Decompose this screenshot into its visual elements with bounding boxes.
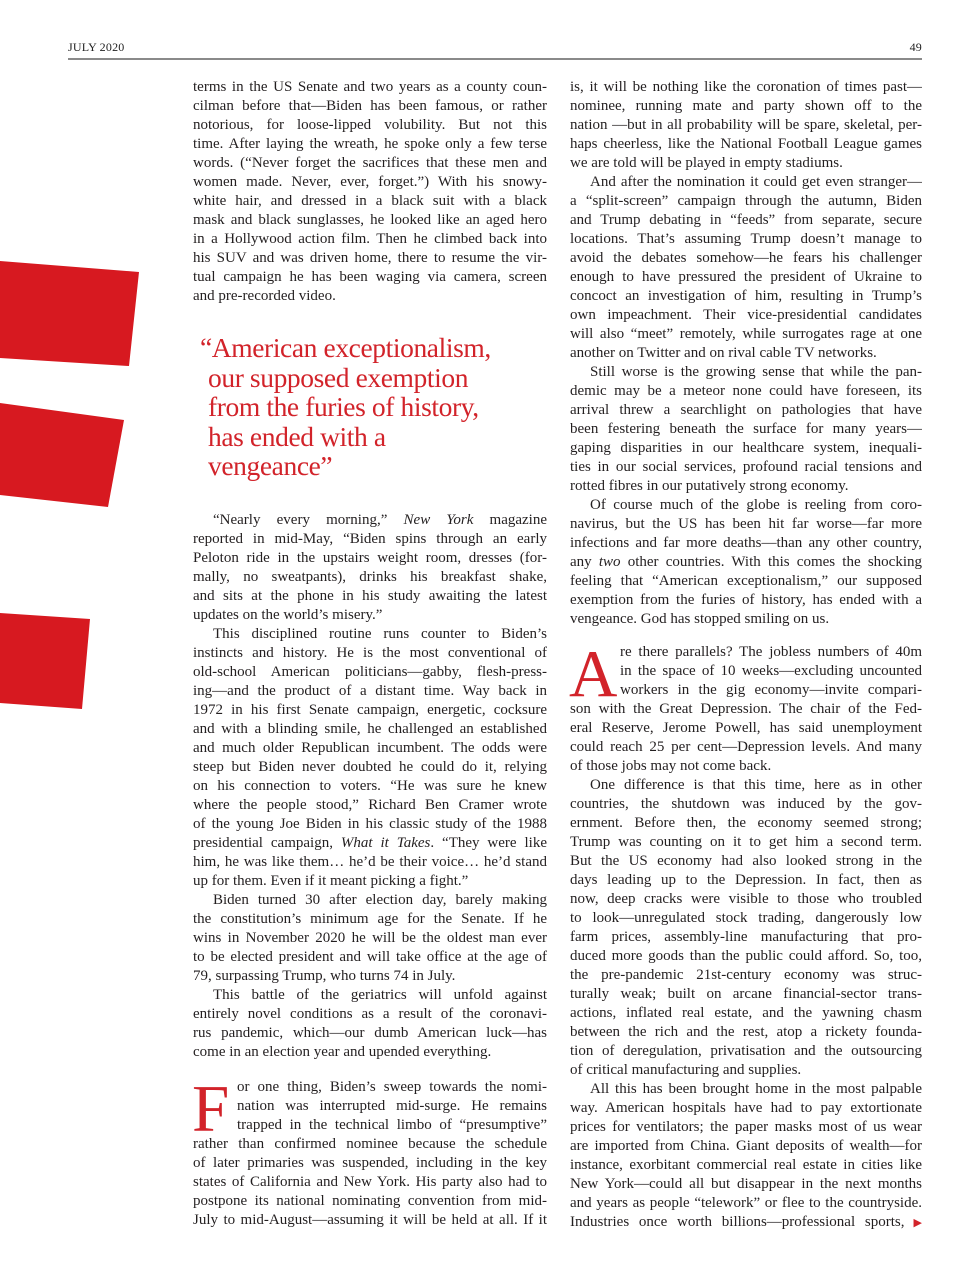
text-line bbox=[570, 1118, 922, 1137]
article-column-left-bottom bbox=[192, 1072, 547, 1230]
text-line bbox=[193, 986, 547, 1005]
text-span: own impeachment. Their vice-presidential candidates bbox=[570, 307, 922, 323]
text-span: locations. That’s assuming Trump doesn’t manage to bbox=[570, 231, 922, 247]
text-line bbox=[193, 1005, 547, 1024]
drop-cap: A bbox=[569, 637, 618, 711]
text-line bbox=[193, 154, 547, 173]
text-line bbox=[570, 154, 922, 173]
text-span: mask and black sunglasses, he looked like an aged hero bbox=[193, 212, 547, 228]
pull-quote bbox=[200, 333, 491, 481]
text-span: This disciplined routine runs counter to Biden’s bbox=[213, 626, 547, 642]
text-line bbox=[570, 268, 922, 287]
text-line bbox=[193, 587, 547, 606]
text-line bbox=[193, 1043, 547, 1062]
issue-date: JULY 2020 bbox=[68, 40, 125, 54]
text-line bbox=[193, 568, 547, 587]
text-line bbox=[570, 852, 922, 871]
text-line bbox=[570, 1042, 922, 1061]
text-line bbox=[193, 739, 547, 758]
text-span: tion of deregulation, privatisation and the outsourcing bbox=[570, 1043, 922, 1059]
text-span: All this has been brought home in the most palpable bbox=[590, 1081, 922, 1097]
text-line bbox=[570, 928, 922, 947]
text-span: 1972 in his first Senate campaign, energetic, cocksure bbox=[193, 702, 547, 718]
text-span: we are told will be played in empty stadiums. bbox=[570, 155, 843, 171]
text-line bbox=[570, 173, 922, 192]
article-column-right-bottom bbox=[569, 637, 922, 1232]
text-line bbox=[193, 815, 547, 834]
text-line bbox=[193, 211, 547, 230]
text-span: haps cheerless, like the National Football League games bbox=[570, 136, 922, 152]
text-line bbox=[570, 1137, 922, 1156]
text-span: entirely novel conditions as a result of the coronavi- bbox=[193, 1006, 547, 1022]
text-span: where the people stood,” Richard Ben Cramer wrote bbox=[193, 797, 547, 813]
text-span: Peloton ride in the upstairs weight room, dresses (for- bbox=[193, 550, 547, 566]
text-span: And after the nomination it could get even stranger— bbox=[590, 174, 922, 190]
text-span: the pre-pandemic 21st-century economy was struc- bbox=[570, 967, 922, 983]
text-line bbox=[570, 230, 922, 249]
text-span: will also “meet” remotely, while surrogates rage at one bbox=[570, 326, 922, 342]
text-span: any bbox=[570, 554, 599, 570]
text-span: or one thing, Biden’s sweep towards the nomi- bbox=[237, 1079, 547, 1095]
text-line bbox=[570, 681, 922, 700]
paragraph bbox=[570, 496, 922, 629]
text-line bbox=[193, 853, 547, 872]
text-span: up for them. Even if it meant picking a fight.” bbox=[193, 873, 469, 889]
text-line bbox=[193, 78, 547, 97]
text-span: steep but Biden never doubted he could do it, relying bbox=[193, 759, 547, 775]
text-span: magazine bbox=[473, 512, 547, 528]
text-span: time. After laying the wreath, he spoke only a few terse bbox=[193, 136, 547, 152]
text-line bbox=[570, 738, 922, 757]
text-line bbox=[193, 173, 547, 192]
text-line bbox=[570, 439, 922, 458]
text-span: instincts and history. He is the most conventional of bbox=[193, 645, 547, 661]
text-line bbox=[570, 890, 922, 909]
text-line bbox=[570, 78, 922, 97]
text-line bbox=[570, 966, 922, 985]
text-span: white hair, and dressed in a black suit with a black bbox=[193, 193, 547, 209]
text-line bbox=[193, 720, 547, 739]
text-span: Trump was counting on it to get him a second term. bbox=[570, 834, 922, 850]
text-line bbox=[193, 268, 547, 287]
text-line bbox=[570, 458, 922, 477]
text-span: vengeance. God has stopped smiling on us. bbox=[570, 611, 830, 627]
text-span: to be elected president and will take office at the age of bbox=[193, 949, 547, 965]
text-line bbox=[570, 97, 922, 116]
text-line bbox=[570, 287, 922, 306]
text-span: other countries. With this comes the shocking bbox=[620, 554, 922, 570]
text-line bbox=[570, 1099, 922, 1118]
text-line bbox=[193, 97, 547, 116]
text-line bbox=[570, 909, 922, 928]
text-line bbox=[193, 796, 547, 815]
text-span: women made. Never, ever, forget.”) With his snowy- bbox=[193, 174, 547, 190]
text-span: duced more goods than the public could afford. So, too, bbox=[570, 948, 922, 964]
text-line bbox=[193, 891, 547, 910]
text-span: One difference is that this time, here as in other bbox=[590, 777, 922, 793]
text-span: old-school American politicians—gabby, flesh-press- bbox=[193, 664, 547, 680]
text-span: been festering beneath the surface for many years— bbox=[570, 421, 922, 437]
text-span: turally weak; built on arcane financial-sector trans- bbox=[570, 986, 922, 1002]
text-line bbox=[570, 591, 922, 610]
text-span: days leading up to the Depression. In fact, then as bbox=[570, 872, 922, 888]
text-line bbox=[570, 1023, 922, 1042]
text-line bbox=[193, 135, 547, 154]
text-line bbox=[570, 382, 922, 401]
paragraph bbox=[570, 363, 922, 496]
text-span: of later primaries was suspended, including in the key bbox=[193, 1155, 547, 1171]
text-span: and years as people “telework” or flee to the countryside. bbox=[570, 1195, 922, 1211]
paragraph bbox=[192, 1072, 547, 1230]
red-stripes-graphic bbox=[0, 0, 160, 720]
text-span: feeling that “American exceptionalism,” our supposed bbox=[570, 573, 922, 589]
text-span: and with a blinding smile, he challenged an established bbox=[193, 721, 547, 737]
text-line bbox=[570, 776, 922, 795]
text-span: could reach 25 per cent—Depression levels. And many bbox=[570, 739, 922, 755]
text-span: re there parallels? The jobless numbers of 40m bbox=[620, 644, 922, 660]
text-span: ties in our social services, profound racial tensions and bbox=[570, 459, 922, 475]
text-line bbox=[570, 871, 922, 890]
text-line bbox=[570, 211, 922, 230]
paragraph bbox=[570, 1080, 922, 1232]
text-span: ernment. Before then, the economy seemed strong; bbox=[570, 815, 922, 831]
text-span: words. (“Never forget the sacrifices that these men and bbox=[193, 155, 547, 171]
text-span: to look—unregulated stock trading, dangerously low bbox=[570, 910, 922, 926]
paragraph bbox=[193, 986, 547, 1062]
text-line bbox=[570, 985, 922, 1004]
text-line bbox=[570, 572, 922, 591]
text-line bbox=[570, 192, 922, 211]
text-span: are imported from China. Giant deposits of wealth—for bbox=[570, 1138, 922, 1154]
text-span: infections and far more deaths—than any other country, bbox=[570, 535, 922, 551]
text-span: Still worse is the growing sense that while the pan- bbox=[590, 364, 922, 380]
text-span: tual campaign he has been waging via camera, screen bbox=[193, 269, 547, 285]
text-span: instance, exorbitant commercial real estate in cities like bbox=[570, 1157, 922, 1173]
text-line bbox=[193, 1116, 547, 1135]
text-span: New York—could all but disappear in the next months bbox=[570, 1176, 922, 1192]
text-span: and pre-recorded video. bbox=[193, 288, 336, 304]
text-span: cilman before that—Biden has been famous, or rather bbox=[193, 98, 547, 114]
text-span: Industries once worth billions—professional sports, bbox=[570, 1214, 905, 1230]
text-line bbox=[193, 1211, 547, 1230]
text-line bbox=[193, 511, 547, 530]
text-span: of critical manufacturing and supplies. bbox=[570, 1062, 802, 1078]
italic-text: What it Takes bbox=[340, 835, 431, 851]
red-stripe bbox=[0, 261, 139, 366]
pull-quote-line: our supposed exemption bbox=[208, 361, 469, 393]
text-span: navirus, but the US has been hit far worse—far more bbox=[570, 516, 922, 532]
text-line bbox=[570, 325, 922, 344]
text-span: exemption from the furies of history, has ended with a bbox=[570, 592, 922, 608]
text-span: and sits at the phone in his study awaiting the latest bbox=[193, 588, 547, 604]
text-span: another on Twitter and on rival cable TV networks. bbox=[570, 345, 877, 361]
text-span: son with the Great Depression. The chair of the Fed- bbox=[570, 701, 922, 717]
text-line bbox=[193, 644, 547, 663]
text-span: rather than confirmed nominee because the schedule bbox=[193, 1136, 547, 1152]
text-line bbox=[570, 719, 922, 738]
text-line bbox=[570, 344, 922, 363]
text-line bbox=[570, 306, 922, 325]
text-span: But the US economy had also looked strong in the bbox=[570, 853, 922, 869]
text-line bbox=[570, 496, 922, 515]
text-line bbox=[193, 777, 547, 796]
paragraph bbox=[193, 891, 547, 986]
text-line bbox=[570, 553, 922, 572]
text-line bbox=[570, 1194, 922, 1213]
pull-quote-line: has ended with a bbox=[208, 420, 386, 452]
text-line bbox=[570, 135, 922, 154]
paragraph bbox=[570, 776, 922, 1080]
text-span: farm prices, assembly-line manufacturing that pro- bbox=[570, 929, 922, 945]
text-span: the constitution’s minimum age for the Senate. If he bbox=[193, 911, 547, 927]
paragraph bbox=[193, 625, 547, 891]
text-line bbox=[193, 948, 547, 967]
drop-cap: F bbox=[192, 1072, 230, 1146]
text-span: and Trump debating in “feeds” from separate, secure bbox=[570, 212, 922, 228]
text-span: nation —but in all probability will be spare, skeletal, per- bbox=[570, 117, 922, 133]
text-line bbox=[570, 1156, 922, 1175]
text-line bbox=[193, 663, 547, 682]
text-span: of those jobs may not come back. bbox=[570, 758, 772, 774]
text-line bbox=[193, 872, 547, 891]
text-line bbox=[193, 929, 547, 948]
text-line bbox=[193, 625, 547, 644]
text-span: a “split-screen” campaign through the autumn, Biden bbox=[570, 193, 922, 209]
text-span: notorious, for loose-lipped volubility. But not this bbox=[193, 117, 547, 133]
text-span: wins in November 2020 he will be the oldest man ever bbox=[193, 930, 547, 946]
text-line bbox=[193, 682, 547, 701]
text-span: now, deep cracks were visible to those who troubled bbox=[570, 891, 922, 907]
paragraph bbox=[193, 78, 547, 306]
italic-text: two bbox=[598, 554, 621, 570]
text-span: workers in the gig economy—invite compari- bbox=[620, 682, 922, 698]
text-span: demic may be a meteor none could have foreseen, its bbox=[570, 383, 922, 399]
text-line bbox=[570, 610, 922, 629]
text-line bbox=[570, 757, 922, 776]
header-rule bbox=[68, 58, 922, 60]
text-span: reported in mid-May, “Biden spins through an early bbox=[193, 531, 547, 547]
text-span: terms in the US Senate and two years as a county coun- bbox=[193, 79, 547, 95]
article-column-right-top bbox=[570, 78, 922, 629]
text-line bbox=[193, 967, 547, 986]
text-line bbox=[193, 701, 547, 720]
text-line bbox=[193, 910, 547, 929]
text-span: between the rich and the rest, atop a rickety founda- bbox=[570, 1024, 922, 1040]
text-line bbox=[570, 249, 922, 268]
article-column-left-middle bbox=[193, 511, 547, 1062]
text-line bbox=[193, 1024, 547, 1043]
red-stripe bbox=[0, 403, 124, 507]
text-span: eral Reserve, Jerome Powell, has said unemployment bbox=[570, 720, 922, 736]
text-span: arrival threw a searchlight on pathologies that have bbox=[570, 402, 922, 418]
text-line bbox=[570, 363, 922, 382]
text-span: him, he was like them… he’d be their voice… he’d stand bbox=[193, 854, 547, 870]
text-span: presidential campaign, bbox=[193, 835, 341, 851]
text-span: avoid the debates somehow—he fears his challenger bbox=[570, 250, 922, 266]
text-span: “Nearly every morning,” bbox=[213, 512, 404, 528]
text-line bbox=[570, 947, 922, 966]
text-line bbox=[193, 758, 547, 777]
text-span: mally, no sweatpants), drinks his breakfast shake, bbox=[193, 569, 547, 585]
text-span: his SUV and was driven home, there to resume the vir- bbox=[193, 250, 547, 266]
text-span: prices for ventilators; the paper masks most of us wear bbox=[570, 1119, 922, 1135]
text-line bbox=[193, 287, 547, 306]
text-span: in the space of 10 weeks—excluding uncounted bbox=[620, 663, 922, 679]
continue-arrow-icon: ▶ bbox=[907, 1217, 922, 1229]
text-span: way. American hospitals have had to pay extortionate bbox=[570, 1100, 922, 1116]
text-line bbox=[570, 1080, 922, 1099]
text-line bbox=[570, 515, 922, 534]
text-line bbox=[570, 643, 922, 662]
text-line bbox=[570, 420, 922, 439]
text-line bbox=[193, 192, 547, 211]
text-line bbox=[193, 249, 547, 268]
text-line bbox=[570, 700, 922, 719]
text-span: This battle of the geriatrics will unfold against bbox=[213, 987, 547, 1003]
text-line bbox=[570, 116, 922, 135]
red-stripe bbox=[0, 613, 90, 709]
text-line bbox=[570, 814, 922, 833]
italic-text: New York bbox=[403, 512, 474, 528]
text-line bbox=[193, 530, 547, 549]
paragraph bbox=[193, 511, 547, 625]
paragraph bbox=[569, 637, 922, 776]
text-line bbox=[570, 1213, 922, 1232]
text-line bbox=[193, 549, 547, 568]
text-line bbox=[570, 795, 922, 814]
pull-quote-line: “American exceptionalism, bbox=[200, 332, 491, 363]
text-span: of the young Joe Biden in his classic study of the 1988 bbox=[193, 816, 547, 832]
text-line bbox=[193, 1173, 547, 1192]
text-span: countries, the shutdown was induced by the gov- bbox=[570, 796, 922, 812]
text-span: postpone its national nominating convention from mid- bbox=[193, 1193, 547, 1209]
text-span: states of California and New York. His party also had to bbox=[193, 1174, 547, 1190]
text-span: updates on the world’s misery.” bbox=[193, 607, 383, 623]
text-span: ing—and the product of a distant time. Way back in bbox=[193, 683, 547, 699]
text-span: is, it will be nothing like the coronation of times past— bbox=[570, 79, 922, 95]
text-span: on his connection to voters. “He was sure he knew bbox=[193, 778, 547, 794]
text-span: Biden turned 30 after election day, barely making bbox=[213, 892, 547, 908]
text-span: July to mid-August—assuming it will be held at all. If it bbox=[193, 1212, 547, 1228]
text-line bbox=[193, 834, 547, 853]
text-line bbox=[570, 833, 922, 852]
text-line bbox=[570, 662, 922, 681]
text-span: nominee, running mate and party shown off to the bbox=[570, 98, 922, 114]
text-line bbox=[193, 1192, 547, 1211]
text-span: actions, inflated real estate, and the yawning chasm bbox=[570, 1005, 922, 1021]
text-span: enough to have pressured the president of Ukraine to bbox=[570, 269, 922, 285]
text-line bbox=[193, 1097, 547, 1116]
text-span: come in an election year and upended everything. bbox=[193, 1044, 492, 1060]
text-line bbox=[570, 1061, 922, 1080]
text-span: in a Hollywood action film. Then he climbed back into bbox=[193, 231, 547, 247]
pull-quote-line: from the furies of history, bbox=[208, 391, 479, 422]
article-column-left-top bbox=[193, 78, 547, 306]
text-span: . “They were like bbox=[430, 835, 547, 851]
text-line bbox=[570, 534, 922, 553]
text-span: gaping disparities in our healthcare system, inequali- bbox=[570, 440, 922, 456]
paragraph bbox=[570, 173, 922, 363]
text-span: trapped in the technical limbo of “presumptive” bbox=[237, 1117, 547, 1133]
text-line bbox=[193, 606, 547, 625]
text-line bbox=[193, 1154, 547, 1173]
pull-quote-line: vengeance” bbox=[208, 450, 333, 481]
text-line bbox=[570, 1175, 922, 1194]
text-span: and much older Republican incumbent. The odds were bbox=[193, 740, 547, 756]
text-line bbox=[193, 230, 547, 249]
text-span: rus pandemic, which—our dumb American luck—has bbox=[193, 1025, 547, 1041]
text-line bbox=[570, 401, 922, 420]
text-span: rotted fibres in our putatively strong economy. bbox=[570, 478, 849, 494]
page-number: 49 bbox=[909, 40, 922, 54]
text-line bbox=[193, 1078, 547, 1097]
text-line bbox=[570, 1004, 922, 1023]
text-span: nation was interrupted mid-surge. He remains bbox=[237, 1098, 547, 1114]
text-line bbox=[570, 477, 922, 496]
text-line bbox=[193, 116, 547, 135]
paragraph bbox=[570, 78, 922, 173]
text-span: Of course much of the globe is reeling from coro- bbox=[590, 497, 922, 513]
text-span: 79, surpassing Trump, who turns 74 in July. bbox=[193, 968, 456, 984]
text-line bbox=[193, 1135, 547, 1154]
text-span: concoct an investigation of him, resulting in Trump’s bbox=[570, 288, 922, 304]
